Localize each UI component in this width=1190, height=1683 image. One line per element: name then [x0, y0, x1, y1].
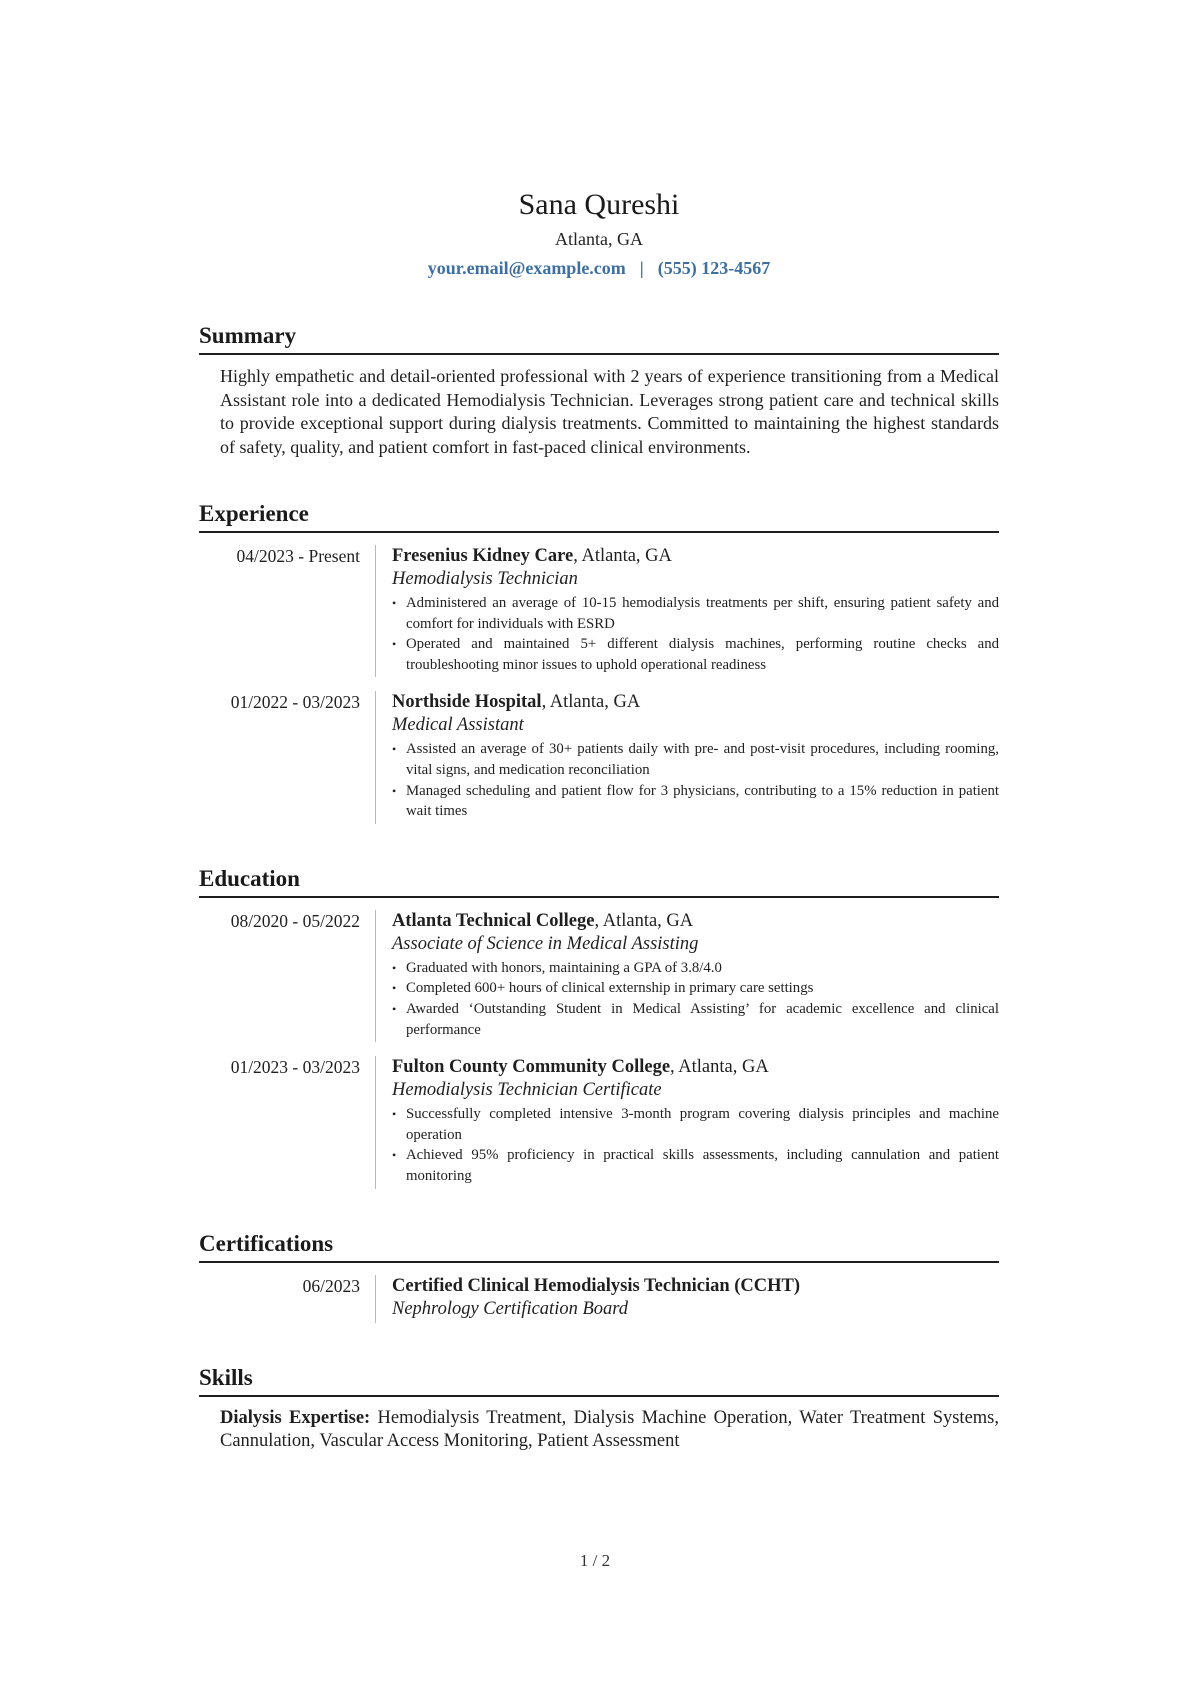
section-title-education: Education — [199, 864, 999, 898]
entry-body — [375, 910, 999, 1042]
entry-body — [375, 545, 999, 677]
page-number: 1 / 2 — [579, 1551, 611, 1570]
education-entry — [199, 1056, 999, 1188]
list-item: • Achieved 95% proficiency in practical skills assessments, including cannulation and patient monitoring — [392, 1145, 999, 1186]
entry-heading — [392, 545, 999, 568]
organization-location: , Atlanta, GA — [573, 546, 672, 566]
list-item: • Successfully completed intensive 3-month program covering dialysis principles and machine operation — [392, 1104, 999, 1145]
institution-name: Atlanta Technical College — [392, 910, 595, 931]
degree-title: Hemodialysis Technician Certificate — [392, 1080, 662, 1101]
achievement-list — [392, 739, 999, 821]
entry-body — [375, 1275, 999, 1323]
institution-location: , Atlanta, GA — [670, 1057, 769, 1078]
section-title-skills: Skills — [199, 1363, 999, 1397]
achievement-list — [392, 1104, 999, 1186]
entry-body — [375, 691, 999, 823]
contact-separator: | — [639, 258, 644, 278]
summary-text: Highly empathetic and detail-oriented professional with 2 years of experience transitioning from a Medical Assistant role into a dedicated Hemodialysis Technician. Leverages strong patient care and technical skills to provide exceptional support during dialysis treatments. Committed to maintaining the highest standards of safety, quality, and patient comfort in fast-paced clinical environments. — [220, 366, 999, 457]
entry-date: 08/2020 - 05/2022 — [230, 910, 360, 931]
list-item: • Assisted an average of 30+ patients daily with pre- and post-visit procedures, including rooming, vital signs, and medication reconciliation — [392, 739, 999, 780]
entry-date: 04/2023 - Present — [236, 546, 360, 566]
skills-section — [199, 1363, 999, 1454]
resume-content — [199, 185, 999, 1454]
organization-location: , Atlanta, GA — [541, 692, 641, 713]
candidate-location: Atlanta, GA — [555, 229, 643, 249]
job-title: Hemodialysis Technician — [392, 569, 578, 589]
section-title-experience: Experience — [199, 499, 999, 533]
section-title-summary: Summary — [199, 321, 999, 355]
skills-list: Hemodialysis Treatment, Dialysis Machine Operation, Water Treatment Systems, Cannulation, Vascular Access Monitoring, Patient Assessment — [220, 1407, 999, 1451]
entry-date: 06/2023 — [302, 1275, 360, 1296]
education-section — [199, 864, 999, 1189]
institution-location: , Atlanta, GA — [594, 910, 694, 931]
entry-heading — [392, 691, 999, 714]
certification-entry — [199, 1275, 999, 1323]
skills-text — [199, 1407, 999, 1454]
institution-name: Fulton County Community College — [392, 1057, 671, 1078]
section-title-certifications: Certifications — [199, 1229, 999, 1263]
entry-date: 01/2022 - 03/2023 — [230, 692, 360, 713]
organization-name: Fresenius Kidney Care — [392, 546, 574, 566]
skills-label: Dialysis Expertise: — [220, 1407, 371, 1428]
list-item: • Completed 600+ hours of clinical externship in primary care settings — [392, 978, 999, 999]
candidate-name: Sana Qureshi — [518, 188, 680, 221]
organization-name: Northside Hospital — [392, 692, 542, 713]
contact-line — [199, 255, 999, 281]
experience-entry — [199, 545, 999, 677]
list-item: • Managed scheduling and patient flow for 3 physicians, contributing to a 15% reduction in patient wait times — [392, 781, 999, 822]
entry-date: 01/2023 - 03/2023 — [230, 1057, 360, 1078]
experience-entry — [199, 691, 999, 823]
summary-section — [199, 321, 999, 459]
entry-heading — [392, 910, 999, 933]
list-item: • Operated and maintained 5+ different dialysis machines, performing routine checks and troubleshooting minor issues to uphold operational readiness — [392, 634, 999, 675]
phone-link[interactable]: (555) 123-4567 — [657, 258, 771, 278]
education-entry — [199, 910, 999, 1042]
certification-issuer: Nephrology Certification Board — [392, 1298, 629, 1319]
experience-section — [199, 499, 999, 824]
entry-heading — [392, 1056, 999, 1079]
list-item: • Administered an average of 10-15 hemodialysis treatments per shift, ensuring patient safety and comfort for individuals with ESRD — [392, 593, 999, 634]
email-link[interactable]: your.email@example.com — [427, 258, 626, 278]
achievement-list — [392, 958, 999, 1040]
certification-name: Certified Clinical Hemodialysis Technician (CCHT) — [392, 1275, 801, 1296]
certifications-section — [199, 1229, 999, 1323]
job-title: Medical Assistant — [392, 715, 524, 736]
list-item: • Awarded ‘Outstanding Student in Medical Assisting’ for academic excellence and clinical performance — [392, 999, 999, 1040]
entry-heading — [392, 1275, 999, 1298]
achievement-list — [392, 593, 999, 675]
resume-header — [199, 185, 999, 281]
list-item: • Graduated with honors, maintaining a GPA of 3.8/4.0 — [392, 958, 999, 979]
entry-body — [375, 1056, 999, 1188]
degree-title: Associate of Science in Medical Assisting — [392, 933, 699, 954]
